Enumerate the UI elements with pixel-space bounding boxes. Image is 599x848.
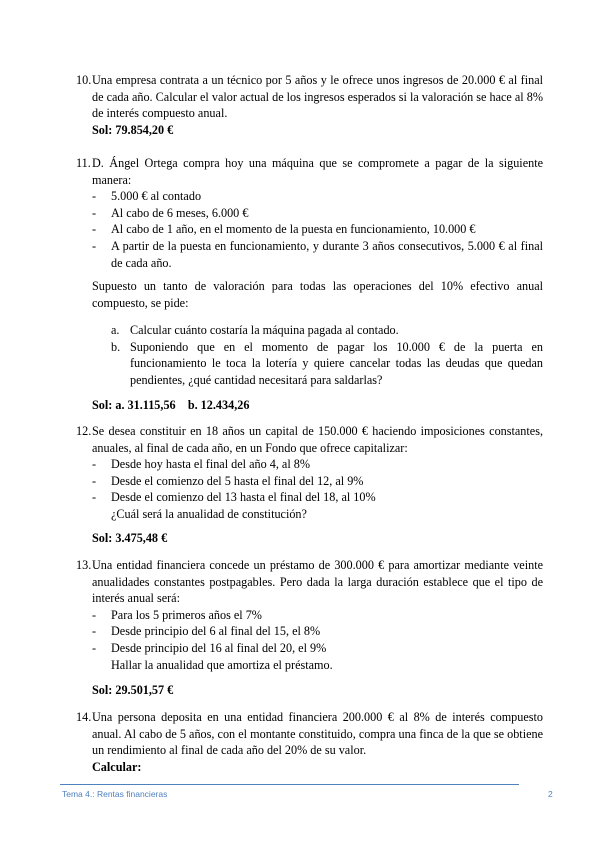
problem-number: 10. xyxy=(76,73,92,87)
problem-11 xyxy=(76,155,543,271)
conditions-list xyxy=(92,188,543,271)
list-item-text: Desde hoy hasta el final del año 4, al 8% xyxy=(111,457,310,472)
problem-14 xyxy=(76,709,543,775)
problem-12 xyxy=(76,423,543,523)
list-item-text: Al cabo de 1 año, en el momento de la puesta en funcionamiento, 10.000 € xyxy=(111,222,476,237)
problem-10 xyxy=(76,72,543,138)
conditions-list xyxy=(92,456,543,506)
list-item-text: 5.000 € al contado xyxy=(111,189,202,204)
problem-11-continuation xyxy=(76,278,543,311)
subitem-text: Calcular cuánto costaría la máquina pagada al contado. xyxy=(130,323,399,337)
problem-number: 11. xyxy=(76,156,91,170)
list-item xyxy=(92,238,543,271)
subitems-list xyxy=(92,322,543,388)
subitem xyxy=(92,339,543,389)
question: ¿Cuál será la anualidad de constitución? xyxy=(111,506,307,521)
dash-bullet: - xyxy=(92,189,97,204)
conditions-list xyxy=(92,607,543,657)
list-item-text: Desde principio del 6 al final del 15, el 8% xyxy=(111,624,321,639)
solution: Sol: 29.501,57 € xyxy=(92,683,174,697)
question: Hallar la anualidad que amortiza el préstamo. xyxy=(111,657,333,672)
problem-intro: Una persona deposita en una entidad financiera 200.000 € al 8% de interés compuesto anual. Al cabo de 5 años, con el montante constituido, compra una finca de la que se obtiene un rendimiento al final de cada año del 20% de su valor. xyxy=(92,710,543,758)
list-item xyxy=(92,221,543,238)
list-item xyxy=(92,205,543,222)
problem-13 xyxy=(76,557,543,673)
dash-bullet: - xyxy=(92,457,97,472)
list-item-text: A partir de la puesta en funcionamiento, y durante 3 años consecutivos, 5.000 € al final de cada año. xyxy=(111,238,543,270)
problem-intro: D. Ángel Ortega compra hoy una máquina que se compromete a pagar de la siguiente manera: xyxy=(92,156,543,187)
list-item-text: Desde principio del 16 al final del 20, el 9% xyxy=(111,640,327,655)
solution: Sol: 3.475,48 € xyxy=(92,531,168,545)
problem-12-solution xyxy=(76,530,543,547)
problem-number: 13. xyxy=(76,558,92,572)
list-item-text: Desde el comienzo del 5 hasta el final del 12, al 9% xyxy=(111,473,364,488)
list-item-text: Desde el comienzo del 13 hasta el final del 18, al 10% xyxy=(111,490,376,505)
paragraph: Supuesto un tanto de valoración para todas las operaciones del 10% efectivo anual compuesto, se pide: xyxy=(92,279,543,310)
subitem-marker: a. xyxy=(111,323,120,337)
list-item xyxy=(92,188,543,205)
problem-intro: Se desea constituir en 18 años un capital de 150.000 € haciendo imposiciones constantes, anuales, al final de cada año, en un Fondo que ofrece capitalizar: xyxy=(92,424,543,455)
problem-number: 12. xyxy=(76,424,92,438)
dash-bullet: - xyxy=(92,607,97,622)
dash-bullet: - xyxy=(92,205,97,220)
subitem-text: Suponiendo que en el momento de pagar los 10.000 € de la puerta en funcionamiento le toca la lotería y quiere cancelar todas las deudas que quedan pendientes, ¿qué cantidad necesitará para saldarlas? xyxy=(130,339,543,387)
problem-11-solution xyxy=(76,397,543,414)
problem-intro: Una entidad financiera concede un préstamo de 300.000 € para amortizar mediante veinte anualidades constantes postpagables. Pero dada la larga duración establece que el tipo de interés anual será: xyxy=(92,558,543,606)
dash-bullet: - xyxy=(92,222,97,237)
solution: Sol: a. 31.115,56 b. 12.434,26 xyxy=(92,398,250,412)
list-item xyxy=(92,473,543,490)
list-item-text: Para los 5 primeros años el 7% xyxy=(111,607,262,622)
footer-divider xyxy=(60,784,519,785)
list-item xyxy=(92,623,543,640)
dash-bullet: - xyxy=(92,624,97,639)
list-item xyxy=(92,640,543,657)
calculate-label: Calcular: xyxy=(92,759,142,774)
subitem xyxy=(92,322,543,339)
list-item xyxy=(92,489,543,506)
problem-11-subitems xyxy=(76,322,543,388)
problem-text: Una empresa contrata a un técnico por 5 años y le ofrece unos ingresos de 20.000 € al final de cada año. Calcular el valor actual de los ingresos esperados si la valoración se hace al 8% de interés compuesto anual. xyxy=(92,73,543,121)
list-item-text: Al cabo de 6 meses, 6.000 € xyxy=(111,205,249,220)
dash-bullet: - xyxy=(92,640,97,655)
subitem-marker: b. xyxy=(111,339,121,354)
list-item xyxy=(92,607,543,624)
dash-bullet: - xyxy=(92,238,97,253)
dash-bullet: - xyxy=(92,490,97,505)
solution: Sol: 79.854,20 € xyxy=(92,122,174,137)
dash-bullet: - xyxy=(92,473,97,488)
footer-chapter-title: Tema 4.: Rentas financieras xyxy=(62,789,168,799)
problem-13-solution xyxy=(76,682,543,699)
problem-number: 14. xyxy=(76,710,92,724)
list-item xyxy=(92,456,543,473)
page-number: 2 xyxy=(548,789,553,799)
